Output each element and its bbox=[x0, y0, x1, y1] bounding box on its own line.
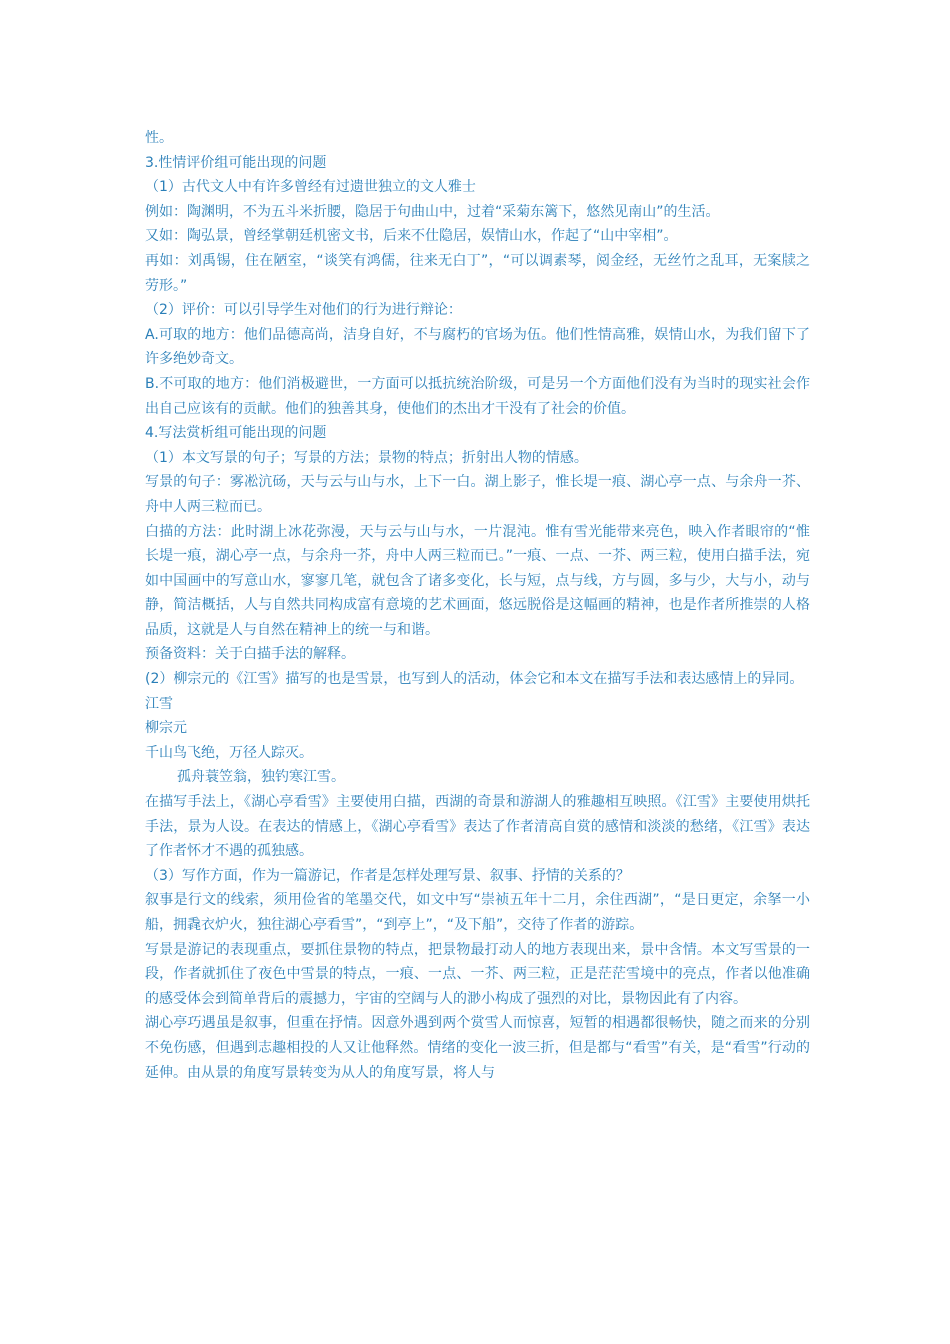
section-heading: 3.性情评价组可能出现的问题 bbox=[145, 154, 327, 171]
paragraph: 叙事是行文的线索，须用俭省的笔墨交代，如文中写“崇祯五年十二月，余住西湖”，“是日更定，余拏一小船，拥毳衣炉火，独往湖心亭看雪”，“到亭上”，“及下船”，交待了作者的游踪。 bbox=[145, 892, 810, 933]
paragraph: 写景的句子：雾凇沆砀，天与云与山与水，上下一白。湖上影子，惟长堤一痕、湖心亭一点、与余舟一芥、舟中人两三粒而已。 bbox=[145, 474, 810, 515]
paragraph: 预备资料：关于白描手法的解释。 bbox=[145, 646, 355, 663]
paragraph: 写景是游记的表现重点，要抓住景物的特点，把景物最打动人的地方表现出来，景中含情。本文写雪景的一段，作者就抓住了夜色中雪景的特点，一痕、一点、一芥、两三粒，正是茫茫雪境中的亮点，作者以他准确的感受体会到简单背后的震撼力，宇宙的空阔与人的渺小构成了强烈的对比，景物因此有了内容。 bbox=[145, 941, 810, 1007]
poem-line: 孤舟蓑笠翁，独钓寒江雪。 bbox=[177, 769, 345, 786]
paragraph: 湖心亭巧遇虽是叙事，但重在抒情。因意外遇到两个赏雪人而惊喜，短暂的相遇都很畅快，随之而来的分别不免伤感，但遇到志趣相投的人又让他释然。情绪的变化一波三折，但是都与“看雪”有关，是“看雪”行动的延伸。由从景的角度写景转变为从人的角度写景，将人与 bbox=[145, 1015, 810, 1081]
paragraph: （3）写作方面，作为一篇游记，作者是怎样处理写景、叙事、抒情的关系的？ bbox=[145, 867, 630, 884]
poem-author: 柳宗元 bbox=[145, 720, 187, 737]
paragraph: 再如：刘禹锡，住在陋室，“谈笑有鸿儒，往来无白丁”，“可以调素琴，阅金经，无丝竹之乱耳，无案牍之劳形。” bbox=[145, 252, 810, 294]
paragraph: 白描的方法：此时湖上冰花弥漫，天与云与山与水，一片混沌。惟有雪光能带来亮色，映入作者眼帘的“惟长堤一痕，湖心亭一点，与余舟一芥，舟中人两三粒而已。”一痕、一点、一芥、两三粒，使用白描手法，宛如中国画中的写意山水，寥寥几笔，就包含了诸多变化，长与短，点与线，方与圆，多与少，大与小，动与静，简洁概括，人与自然共同构成富有意境的艺术画面，悠远脱俗是这幅画的精神，也是作者所推崇的人格品质，这就是人与自然在精神上的统一与和谐。 bbox=[145, 523, 810, 638]
document-body bbox=[145, 126, 810, 1085]
poem-line: 千山鸟飞绝，万径人踪灭。 bbox=[145, 744, 313, 761]
paragraph: (2）柳宗元的《江雪》描写的也是雪景，也写到人的活动，体会它和本文在描写手法和表达感情上的异同。 bbox=[145, 671, 804, 688]
paragraph: A.可取的地方：他们品德高尚，洁身自好，不与腐朽的官场为伍。他们性情高雅，娱情山水，为我们留下了许多绝妙奇文。 bbox=[145, 326, 810, 368]
paragraph: 又如：陶弘景，曾经掌朝廷机密文书，后来不仕隐居，娱情山水，作起了“山中宰相”。 bbox=[145, 228, 678, 245]
paragraph: 在描写手法上，《湖心亭看雪》主要使用白描，西湖的奇景和游湖人的雅趣相互映照。《江雪》主要使用烘托手法，景为人设。在表达的情感上，《湖心亭看雪》表达了作者清高自赏的感情和淡淡的愁绪，《江雪》表达了作者怀才不遇的孤独感。 bbox=[145, 794, 810, 860]
paragraph: （1）古代文人中有许多曾经有过遗世独立的文人雅士 bbox=[145, 179, 476, 196]
paragraph: 例如：陶渊明，不为五斗米折腰，隐居于句曲山中，过着“采菊东篱下，悠然见南山”的生活。 bbox=[145, 203, 720, 220]
poem-title: 江雪 bbox=[145, 695, 173, 712]
paragraph: 性。 bbox=[145, 130, 173, 146]
section-heading: 4.写法赏析组可能出现的问题 bbox=[145, 425, 327, 442]
paragraph: B.不可取的地方：他们消极避世，一方面可以抵抗统治阶级，可是另一个方面他们没有为当时的现实社会作出自己应该有的贡献。他们的独善其身，使他们的杰出才干没有了社会的价值。 bbox=[145, 375, 810, 417]
paragraph: （2）评价：可以引导学生对他们的行为进行辩论： bbox=[145, 302, 462, 319]
paragraph: （1）本文写景的句子；写景的方法；景物的特点；折射出人物的情感。 bbox=[145, 449, 588, 466]
